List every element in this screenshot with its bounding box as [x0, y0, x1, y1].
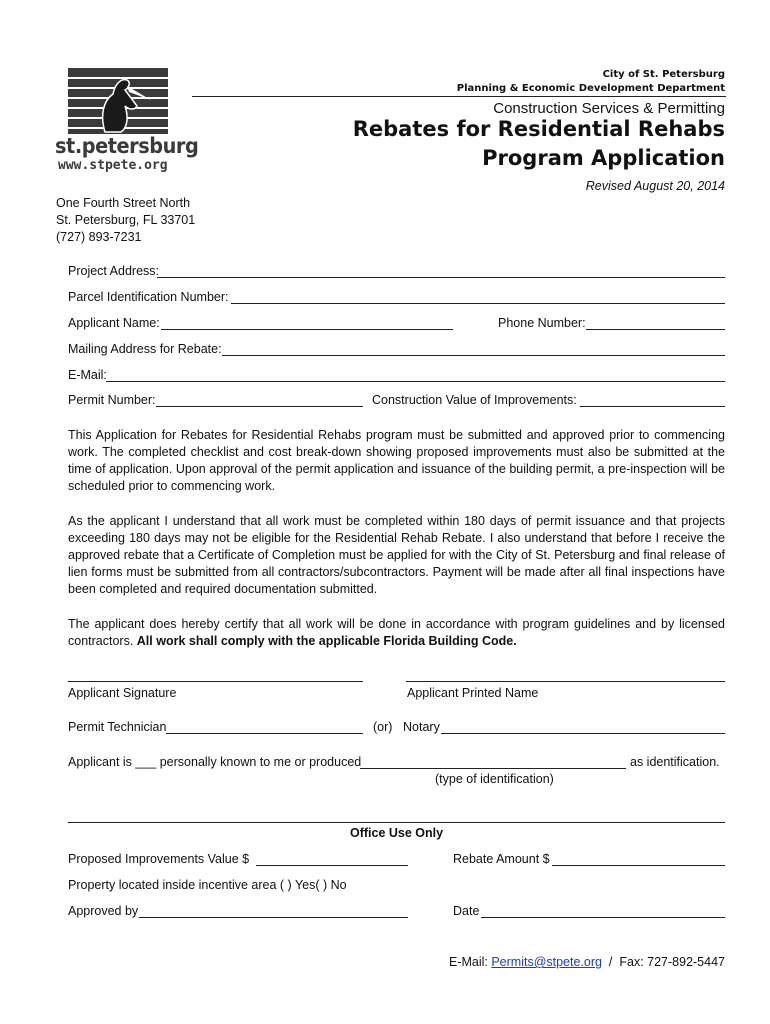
address-line1: One Fourth Street North	[56, 196, 191, 210]
applicant-printed-name-label: Applicant Printed Name	[407, 686, 539, 700]
approved-by-label: Approved by	[68, 904, 139, 918]
phone-number-field[interactable]	[586, 329, 725, 330]
paragraph-applicant-understanding: As the applicant I understand that all work must be completed within 180 days of permit issuance and that projects exceeding 180 days may not be eligible for the Residential Rehab Rebate. I also understand that before I receive the approved rebate that a Certificate of Completion must be applied for with the City of St. Petersburg and final release of lien forms must be submitted from all contractors/subcontractors. Payment will be made after all final inspections have been completed and required documentation submitted.	[68, 514, 725, 596]
building-code-notice: All work shall comply with the applicable Florida Building Code.	[136, 634, 517, 648]
rebate-amount-field[interactable]	[552, 865, 725, 866]
date-label: Date	[453, 904, 480, 918]
revised-date: Revised August 20, 2014	[585, 179, 725, 193]
incentive-area-label: Property located inside incentive area ( ) Yes( ) No	[68, 878, 347, 892]
or-label: (or)	[373, 720, 393, 734]
permit-technician-label: Permit Technician	[68, 720, 167, 734]
identification-field[interactable]	[360, 768, 626, 769]
date-field[interactable]	[481, 917, 725, 918]
applicant-signature-field[interactable]	[68, 681, 363, 682]
footer-email-link[interactable]: Permits@stpete.org	[491, 955, 602, 969]
footer-fax: Fax: 727-892-5447	[619, 955, 725, 969]
header-rule	[192, 96, 726, 97]
type-of-identification-label: (type of identification)	[435, 772, 554, 786]
office-use-rule	[68, 822, 725, 823]
paragraph-application-terms: This Application for Rebates for Residential Rehabs program must be submitted and approved prior to commencing work. The completed checklist and cost break-down showing proposed improvements must also be submitted at the time of application. Upon approval of the permit application and issuance of the building permit, a pre-inspection will be scheduled prior to commencing work.	[68, 428, 725, 493]
proposed-value-field[interactable]	[256, 865, 408, 866]
proposed-value-label: Proposed Improvements Value $	[68, 852, 250, 866]
email-field[interactable]	[106, 381, 725, 382]
address-line2: St. Petersburg, FL 33701	[56, 213, 196, 227]
project-address-field[interactable]	[157, 277, 725, 278]
phone-number-label: Phone Number:	[498, 316, 586, 330]
rebate-amount-label: Rebate Amount $	[453, 852, 550, 866]
construction-value-label: Construction Value of Improvements:	[372, 393, 577, 407]
approved-by-field[interactable]	[139, 917, 408, 918]
city-logo	[55, 66, 199, 176]
applicant-name-label: Applicant Name:	[68, 316, 160, 330]
applicant-printed-name-field[interactable]	[406, 681, 725, 682]
pelican-emblem	[55, 66, 185, 136]
logo-url: www.stpete.org	[58, 158, 168, 173]
page-title-line1: Rebates for Residential Rehabs	[352, 117, 725, 141]
mailing-address-label: Mailing Address for Rebate:	[68, 342, 222, 356]
as-identification-label: as identification.	[630, 755, 720, 769]
department-name: Planning & Economic Development Department	[456, 83, 725, 94]
address-phone: (727) 893-7231	[56, 230, 142, 244]
parcel-id-field[interactable]	[231, 303, 725, 304]
certification-text: The applicant does hereby certify that all work will be done in accordance with program guidelines and by licensed contractors.	[68, 617, 725, 648]
project-address-label: Project Address:	[68, 264, 160, 278]
permit-number-label: Permit Number:	[68, 393, 156, 407]
footer-separator: /	[601, 955, 620, 969]
construction-value-field[interactable]	[580, 406, 725, 407]
applicant-signature-label: Applicant Signature	[68, 686, 177, 700]
footer-email-label: E-Mail:	[448, 955, 492, 969]
paragraph-certification	[68, 616, 725, 650]
city-name: City of St. Petersburg	[602, 69, 725, 80]
division-name: Construction Services & Permitting	[493, 100, 725, 117]
notary-field[interactable]	[441, 733, 725, 734]
permit-technician-field[interactable]	[166, 733, 363, 734]
permit-number-field[interactable]	[156, 406, 363, 407]
logo-wordmark: st.petersburg	[55, 134, 199, 158]
page-title-line2: Program Application	[482, 146, 725, 170]
office-use-heading: Office Use Only	[350, 826, 444, 840]
footer-contact	[449, 955, 725, 969]
email-label: E-Mail:	[68, 368, 107, 382]
applicant-name-field[interactable]	[161, 329, 453, 330]
notary-label: Notary	[403, 720, 440, 734]
mailing-address-field[interactable]	[222, 355, 725, 356]
personally-known-label: Applicant is ___ personally known to me or produced	[68, 755, 362, 769]
parcel-id-label: Parcel Identification Number:	[68, 290, 229, 304]
